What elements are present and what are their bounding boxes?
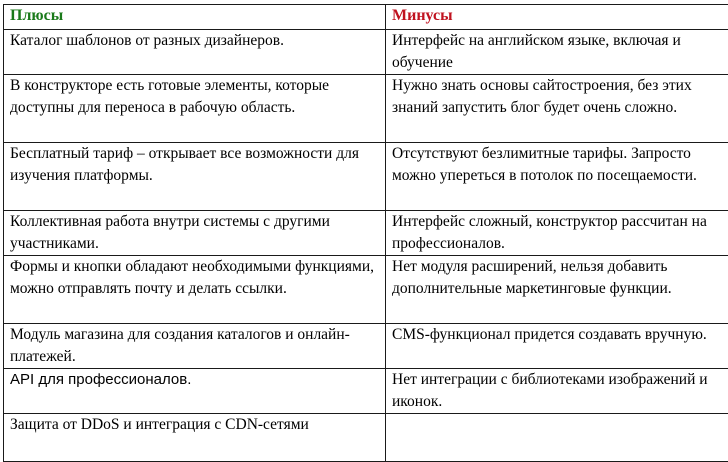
pros-header: Плюсы xyxy=(4,5,386,30)
table-row xyxy=(4,143,728,211)
table-row xyxy=(4,211,728,256)
pro-cell: Модуль магазина для создания каталогов и онлайн-платежей. xyxy=(4,324,386,369)
pro-cell: Защита от DDoS и интеграция с CDN-сетями xyxy=(4,414,386,462)
pro-cell: Каталог шаблонов от разных дизайнеров. xyxy=(4,30,386,75)
con-cell: Интерфейс сложный, конструктор рассчитан на профессионалов. xyxy=(386,211,728,256)
table-row xyxy=(4,324,728,369)
table-row xyxy=(4,256,728,324)
con-cell: Нужно знать основы сайтостроения, без этих знаний запустить блог будет очень сложно. xyxy=(386,75,728,143)
pro-cell: В конструкторе есть готовые элементы, которые доступны для переноса в рабочую область. xyxy=(4,75,386,143)
con-cell: Нет модуля расширений, нельзя добавить дополнительные маркетинговые функции. xyxy=(386,256,728,324)
table-row xyxy=(4,30,728,75)
table-row xyxy=(4,414,728,462)
pro-cell: Бесплатный тариф – открывает все возможности для изучения платформы. xyxy=(4,143,386,211)
table-row xyxy=(4,75,728,143)
con-cell xyxy=(386,414,728,462)
cons-header: Минусы xyxy=(386,5,728,30)
header-row xyxy=(4,5,728,30)
pro-cell: API для профессионалов. xyxy=(4,369,386,414)
con-cell: Нет интеграции с библиотеками изображений и иконок. xyxy=(386,369,728,414)
table-row xyxy=(4,369,728,414)
pros-cons-table xyxy=(3,4,728,462)
con-cell: Отсутствуют безлимитные тарифы. Запросто можно упереться в потолок по посещаемости. xyxy=(386,143,728,211)
pro-cell: Коллективная работа внутри системы с другими участниками. xyxy=(4,211,386,256)
pro-cell: Формы и кнопки обладают необходимыми функциями, можно отправлять почту и делать ссылки. xyxy=(4,256,386,324)
con-cell: CMS-функционал придется создавать вручную. xyxy=(386,324,728,369)
con-cell: Интерфейс на английском языке, включая и обучение xyxy=(386,30,728,75)
